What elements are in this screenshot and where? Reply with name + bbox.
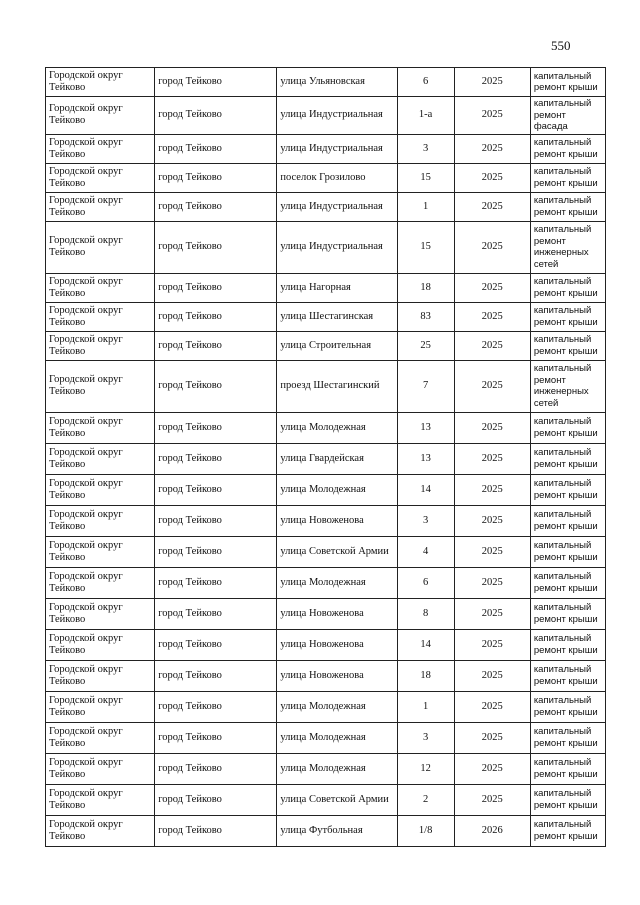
table-row	[46, 360, 606, 412]
house-number-cell: 25	[397, 331, 454, 360]
work-type-cell: капитальный ремонт крыши	[530, 536, 605, 567]
year-cell: 2025	[454, 629, 530, 660]
street-cell: улица Молодежная	[277, 722, 397, 753]
city-cell: город Тейково	[155, 68, 277, 97]
street-cell: улица Строительная	[277, 331, 397, 360]
table-row	[46, 536, 606, 567]
repair-schedule-table	[45, 67, 606, 847]
house-number-cell: 3	[397, 722, 454, 753]
street-cell: улица Советской Армии	[277, 536, 397, 567]
city-cell: город Тейково	[155, 273, 277, 302]
street-cell: улица Шестагинская	[277, 302, 397, 331]
house-number-cell: 12	[397, 753, 454, 784]
district-cell: Городской округ Тейково	[46, 567, 155, 598]
district-cell: Городской округ Тейково	[46, 97, 155, 135]
table-row	[46, 567, 606, 598]
page-number: 550	[551, 38, 571, 53]
street-cell: улица Молодежная	[277, 474, 397, 505]
work-type-cell: капитальный ремонт инженерных сетей	[530, 221, 605, 273]
house-number-cell: 18	[397, 273, 454, 302]
work-type-cell: капитальный ремонт крыши	[530, 443, 605, 474]
district-cell: Городской округ Тейково	[46, 273, 155, 302]
city-cell: город Тейково	[155, 598, 277, 629]
house-number-cell: 7	[397, 360, 454, 412]
city-cell: город Тейково	[155, 660, 277, 691]
house-number-cell: 13	[397, 412, 454, 443]
street-cell: улица Молодежная	[277, 567, 397, 598]
city-cell: город Тейково	[155, 753, 277, 784]
house-number-cell: 4	[397, 536, 454, 567]
street-cell: поселок Грозилово	[277, 163, 397, 192]
city-cell: город Тейково	[155, 784, 277, 815]
house-number-cell: 18	[397, 660, 454, 691]
district-cell: Городской округ Тейково	[46, 629, 155, 660]
house-number-cell: 1/8	[397, 815, 454, 846]
district-cell: Городской округ Тейково	[46, 474, 155, 505]
district-cell: Городской округ Тейково	[46, 660, 155, 691]
table-row	[46, 273, 606, 302]
house-number-cell: 8	[397, 598, 454, 629]
street-cell: улица Новоженова	[277, 505, 397, 536]
year-cell: 2025	[454, 412, 530, 443]
house-number-cell: 1-а	[397, 97, 454, 135]
work-type-cell: капитальный ремонт крыши	[530, 567, 605, 598]
street-cell: улица Гвардейская	[277, 443, 397, 474]
year-cell: 2025	[454, 273, 530, 302]
city-cell: город Тейково	[155, 722, 277, 753]
work-type-cell: капитальный ремонт крыши	[530, 598, 605, 629]
district-cell: Городской округ Тейково	[46, 443, 155, 474]
year-cell: 2025	[454, 192, 530, 221]
table-row	[46, 68, 606, 97]
year-cell: 2025	[454, 443, 530, 474]
work-type-cell: капитальный ремонт крыши	[530, 302, 605, 331]
table-row	[46, 660, 606, 691]
house-number-cell: 2	[397, 784, 454, 815]
table-row	[46, 753, 606, 784]
house-number-cell: 83	[397, 302, 454, 331]
table-row	[46, 691, 606, 722]
street-cell: улица Индустриальная	[277, 221, 397, 273]
table-row	[46, 163, 606, 192]
street-cell: улица Ульяновская	[277, 68, 397, 97]
street-cell: улица Футбольная	[277, 815, 397, 846]
street-cell: улица Новоженова	[277, 629, 397, 660]
work-type-cell: капитальный ремонт крыши	[530, 753, 605, 784]
street-cell: улица Молодежная	[277, 412, 397, 443]
street-cell: улица Индустриальная	[277, 134, 397, 163]
work-type-cell: капитальный ремонт крыши	[530, 722, 605, 753]
house-number-cell: 6	[397, 68, 454, 97]
year-cell: 2025	[454, 784, 530, 815]
street-cell: улица Молодежная	[277, 753, 397, 784]
city-cell: город Тейково	[155, 134, 277, 163]
house-number-cell: 15	[397, 163, 454, 192]
city-cell: город Тейково	[155, 536, 277, 567]
year-cell: 2025	[454, 134, 530, 163]
table-row	[46, 221, 606, 273]
city-cell: город Тейково	[155, 192, 277, 221]
district-cell: Городской округ Тейково	[46, 302, 155, 331]
house-number-cell: 1	[397, 192, 454, 221]
table-row	[46, 331, 606, 360]
work-type-cell: капитальный ремонт крыши	[530, 331, 605, 360]
work-type-cell: капитальный ремонт крыши	[530, 134, 605, 163]
table-row	[46, 629, 606, 660]
year-cell: 2025	[454, 331, 530, 360]
street-cell: улица Нагорная	[277, 273, 397, 302]
work-type-cell: капитальный ремонт крыши	[530, 815, 605, 846]
district-cell: Городской округ Тейково	[46, 815, 155, 846]
table-row	[46, 784, 606, 815]
house-number-cell: 6	[397, 567, 454, 598]
work-type-cell: капитальный ремонт крыши	[530, 192, 605, 221]
district-cell: Городской округ Тейково	[46, 331, 155, 360]
district-cell: Городской округ Тейково	[46, 221, 155, 273]
table-row	[46, 505, 606, 536]
city-cell: город Тейково	[155, 360, 277, 412]
city-cell: город Тейково	[155, 302, 277, 331]
table-row	[46, 722, 606, 753]
year-cell: 2025	[454, 360, 530, 412]
district-cell: Городской округ Тейково	[46, 412, 155, 443]
table-row	[46, 598, 606, 629]
work-type-cell: капитальный ремонт крыши	[530, 474, 605, 505]
table-row	[46, 97, 606, 135]
table-row	[46, 134, 606, 163]
street-cell: улица Индустриальная	[277, 97, 397, 135]
year-cell: 2025	[454, 598, 530, 629]
work-type-cell: капитальный ремонт фасада	[530, 97, 605, 135]
city-cell: город Тейково	[155, 474, 277, 505]
year-cell: 2025	[454, 722, 530, 753]
house-number-cell: 3	[397, 134, 454, 163]
city-cell: город Тейково	[155, 412, 277, 443]
district-cell: Городской округ Тейково	[46, 753, 155, 784]
year-cell: 2025	[454, 302, 530, 331]
street-cell: улица Индустриальная	[277, 192, 397, 221]
table-row	[46, 192, 606, 221]
table-row	[46, 815, 606, 846]
year-cell: 2026	[454, 815, 530, 846]
year-cell: 2025	[454, 753, 530, 784]
house-number-cell: 15	[397, 221, 454, 273]
district-cell: Городской округ Тейково	[46, 68, 155, 97]
year-cell: 2025	[454, 221, 530, 273]
year-cell: 2025	[454, 505, 530, 536]
work-type-cell: капитальный ремонт крыши	[530, 629, 605, 660]
street-cell: проезд Шестагинский	[277, 360, 397, 412]
district-cell: Городской округ Тейково	[46, 134, 155, 163]
city-cell: город Тейково	[155, 163, 277, 192]
city-cell: город Тейково	[155, 629, 277, 660]
table-row	[46, 474, 606, 505]
table-row	[46, 412, 606, 443]
street-cell: улица Советской Армии	[277, 784, 397, 815]
work-type-cell: капитальный ремонт крыши	[530, 273, 605, 302]
work-type-cell: капитальный ремонт крыши	[530, 660, 605, 691]
year-cell: 2025	[454, 536, 530, 567]
district-cell: Городской округ Тейково	[46, 598, 155, 629]
year-cell: 2025	[454, 97, 530, 135]
district-cell: Городской округ Тейково	[46, 722, 155, 753]
work-type-cell: капитальный ремонт крыши	[530, 412, 605, 443]
district-cell: Городской округ Тейково	[46, 360, 155, 412]
work-type-cell: капитальный ремонт крыши	[530, 68, 605, 97]
city-cell: город Тейково	[155, 567, 277, 598]
table-row	[46, 302, 606, 331]
year-cell: 2025	[454, 691, 530, 722]
year-cell: 2025	[454, 68, 530, 97]
house-number-cell: 14	[397, 629, 454, 660]
district-cell: Городской округ Тейково	[46, 163, 155, 192]
house-number-cell: 13	[397, 443, 454, 474]
district-cell: Городской округ Тейково	[46, 192, 155, 221]
work-type-cell: капитальный ремонт крыши	[530, 163, 605, 192]
street-cell: улица Новоженова	[277, 660, 397, 691]
house-number-cell: 3	[397, 505, 454, 536]
city-cell: город Тейково	[155, 815, 277, 846]
house-number-cell: 14	[397, 474, 454, 505]
city-cell: город Тейково	[155, 691, 277, 722]
year-cell: 2025	[454, 474, 530, 505]
street-cell: улица Новоженова	[277, 598, 397, 629]
city-cell: город Тейково	[155, 505, 277, 536]
table-body	[46, 68, 606, 847]
district-cell: Городской округ Тейково	[46, 505, 155, 536]
city-cell: город Тейково	[155, 221, 277, 273]
district-cell: Городской округ Тейково	[46, 536, 155, 567]
work-type-cell: капитальный ремонт инженерных сетей	[530, 360, 605, 412]
city-cell: город Тейково	[155, 443, 277, 474]
street-cell: улица Молодежная	[277, 691, 397, 722]
district-cell: Городской округ Тейково	[46, 691, 155, 722]
district-cell: Городской округ Тейково	[46, 784, 155, 815]
city-cell: город Тейково	[155, 97, 277, 135]
year-cell: 2025	[454, 163, 530, 192]
house-number-cell: 1	[397, 691, 454, 722]
table-row	[46, 443, 606, 474]
work-type-cell: капитальный ремонт крыши	[530, 691, 605, 722]
year-cell: 2025	[454, 660, 530, 691]
work-type-cell: капитальный ремонт крыши	[530, 505, 605, 536]
year-cell: 2025	[454, 567, 530, 598]
city-cell: город Тейково	[155, 331, 277, 360]
work-type-cell: капитальный ремонт крыши	[530, 784, 605, 815]
